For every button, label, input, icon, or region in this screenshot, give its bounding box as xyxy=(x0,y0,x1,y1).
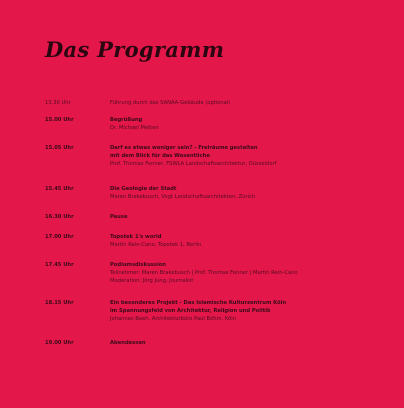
entry-body xyxy=(110,116,375,132)
entry-detail: Moderation: Jörg Jung, Journalist xyxy=(110,278,194,284)
entry-time: 13.30 Uhr xyxy=(45,100,71,106)
program-entry xyxy=(45,261,375,285)
entry-body xyxy=(110,185,375,201)
entry-time: 17.00 Uhr xyxy=(45,234,74,240)
entry-body xyxy=(110,261,375,285)
entry-detail: Prof. Thomas Fenner, FSWLA Landschaftsarchitektur, Düsseldorf xyxy=(110,161,277,167)
entry-headline: Darf es etwas weniger sein? - Freiräume gestalten xyxy=(110,145,258,151)
entry-body xyxy=(110,99,375,107)
entry-detail: Martin Rein-Cano, Topotek 1, Berlin xyxy=(110,242,202,248)
entry-time: 18.15 Uhr xyxy=(45,300,74,306)
entry-body xyxy=(110,233,375,249)
program-entry xyxy=(45,339,375,347)
entry-headline: Podiumsdiskussion xyxy=(110,262,166,268)
program-entry xyxy=(45,99,375,107)
program-entry xyxy=(45,233,375,249)
entry-body xyxy=(110,339,375,347)
entry-time: 15.00 Uhr xyxy=(45,117,74,123)
entry-headline: Führung durch das SANAA-Gebäude (optional) xyxy=(110,100,231,106)
entry-headline: Ein besonderes Projekt - Das Islamische Kulturzentrum Köln xyxy=(110,300,287,306)
entry-headline: Topotek 1's world xyxy=(110,234,162,240)
entry-detail: Teilnehmer: Maren Brakebusch | Prof. Thomas Fenner | Martin Rein-Cano xyxy=(110,270,298,276)
entry-headline: mit dem Blick für das Wesentliche xyxy=(110,153,210,159)
entry-headline: im Spannungsfeld von Architektur, Religion und Politik xyxy=(110,308,271,314)
program-entry xyxy=(45,144,375,168)
page-title: Das Programm xyxy=(45,37,225,62)
entry-time: 16.30 Uhr xyxy=(45,214,74,220)
entry-detail: Dr. Michael Metten xyxy=(110,125,159,131)
entry-time: 17.45 Uhr xyxy=(45,262,74,268)
entry-headline: Abendessen xyxy=(110,340,146,346)
entry-time: 15.45 Uhr xyxy=(45,186,74,192)
entry-body xyxy=(110,144,375,168)
entry-headline: Pause xyxy=(110,214,128,220)
entry-headline: Begrüßung xyxy=(110,117,143,123)
entry-body xyxy=(110,213,375,221)
entry-detail: Maren Brakebusch, Vogt Landschaftsarchitekten, Zürich xyxy=(110,194,256,200)
program-entry xyxy=(45,213,375,221)
entry-detail: Johannes Beeh, Architekturbüro Paul Böhm, Köln xyxy=(110,316,236,322)
entry-headline: Die Geologie der Stadt xyxy=(110,186,177,192)
program-entry xyxy=(45,299,375,323)
entry-body xyxy=(110,299,375,323)
entry-time: 15.05 Uhr xyxy=(45,145,74,151)
program-entry xyxy=(45,116,375,132)
program-entry xyxy=(45,185,375,201)
entry-time: 19.00 Uhr xyxy=(45,340,74,346)
